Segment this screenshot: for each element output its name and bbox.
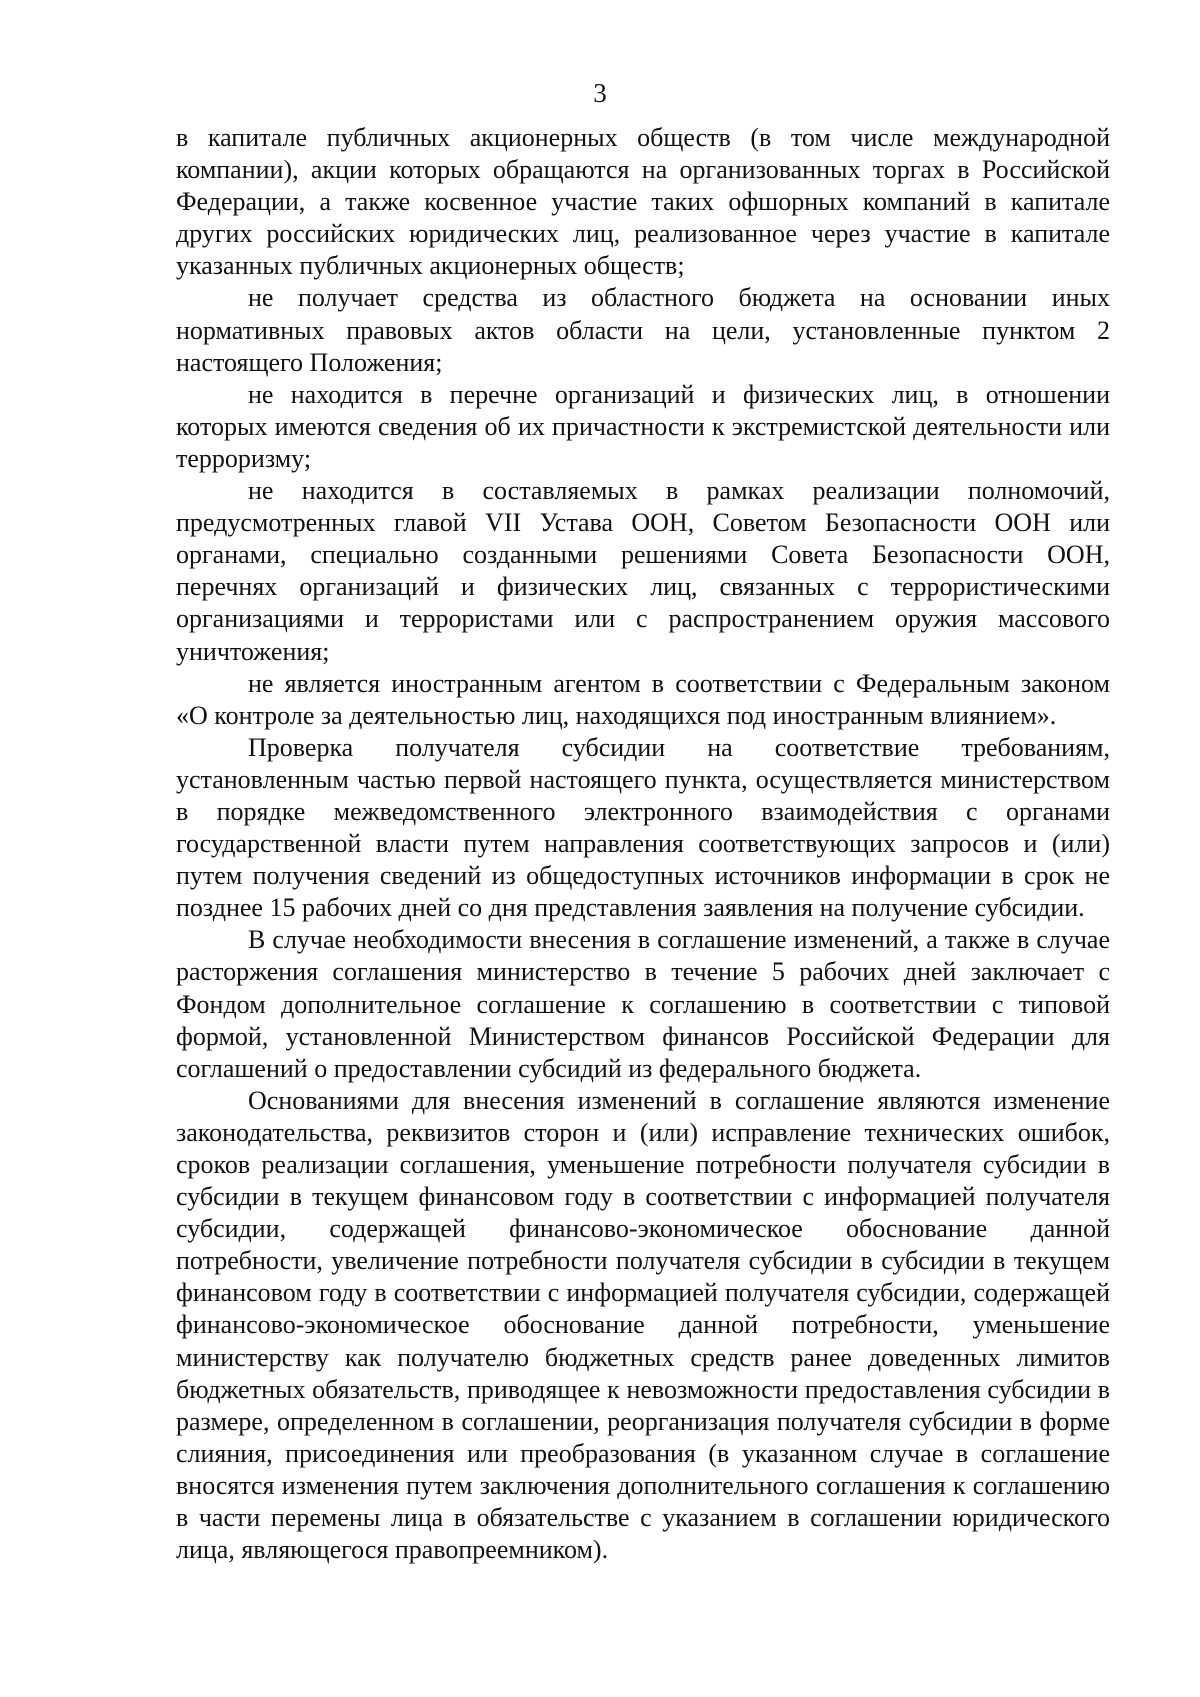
paragraph-agreement-changes: В случае необходимости внесения в соглашение изменений, а также в случае расторжения соглашения министерство в течение 5 рабочих дней заключает с Фондом дополнительное соглашение к соглашению в соответствии с типовой формой, установленной Министерством финансов Российской Федерации для соглашений о предоставлении субсидий из федерального бюджета. — [176, 925, 1110, 1083]
paragraph-grounds-for-changes: Основаниями для внесения изменений в соглашение являются изменение законодательства, реквизитов сторон и (или) исправление технических ошибок, сроков реализации соглашения, уменьшение потребности получателя субсидии в субсидии в текущем финансовом году в соответствии с информацией получателя субсидии, содержащей финансово-экономическое обоснование данной потребности, увеличение потребности получателя субсидии в субсидии в текущем финансовом году в соответствии с информацией получателя субсидии, содержащей финансово-экономическое обоснование данной потребности, уменьшение министерству как получателю бюджетных средств ранее доведенных лимитов бюджетных обязательств, приводящее к невозможности предоставления субсидии в размере, определенном в соглашении, реорганизация получателя субсидии в форме слияния, присоединения или преобразования (в указанном случае в соглашение вносятся изменения путем заключения дополнительного соглашения к соглашению в части перемены лица в обязательстве с указанием в соглашении юридического лица, являющегося правопреемником). — [176, 1085, 1110, 1565]
paragraph-un-lists: не находится в составляемых в рамках реализации полномочий, предусмотренных главой VII Устава ООН, Советом Безопасности ООН или органами, специально созданными решениями Совета Безопасности ООН, перечнях организаций и физических лиц, связанных с террористическими организациями и террористами или с распространением оружия массового уничтожения; — [176, 476, 1110, 666]
paragraph-foreign-agent: не является иностранным агентом в соответствии с Федеральным законом «О контроле за деятельностью лиц, находящихся под иностранным влиянием». — [176, 668, 1110, 730]
paragraph-verification: Проверка получателя субсидии на соответствие требованиям, установленным частью первой настоящего пункта, осуществляется министерством в порядке межведомственного электронного взаимодействия с органами государственной власти путем направления соответствующих запросов и (или) путем получения сведений из общедоступных источников информации в срок не позднее 15 рабочих дней со дня представления заявления на получение субсидии. — [176, 732, 1110, 923]
paragraph-budget-funds: не получает средства из областного бюджета на основании иных нормативных правовых актов области на цели, установленные пунктом 2 настоящего Положения; — [176, 283, 1110, 377]
paragraph-extremism-list: не находится в перечне организаций и физических лиц, в отношении которых имеются сведения об их причастности к экстремистской деятельности или терроризму; — [176, 379, 1110, 473]
page-number: 3 — [593, 78, 607, 108]
document-body — [176, 122, 1110, 1566]
paragraph-continuation: в капитале публичных акционерных обществ (в том числе международной компании), акции которых обращаются на организованных торгах в Российской Федерации, а также косвенное участие таких офшорных компаний в капитале других российских юридических лиц, реализованное через участие в капитале указанных публичных акционерных обществ; — [176, 123, 1110, 281]
